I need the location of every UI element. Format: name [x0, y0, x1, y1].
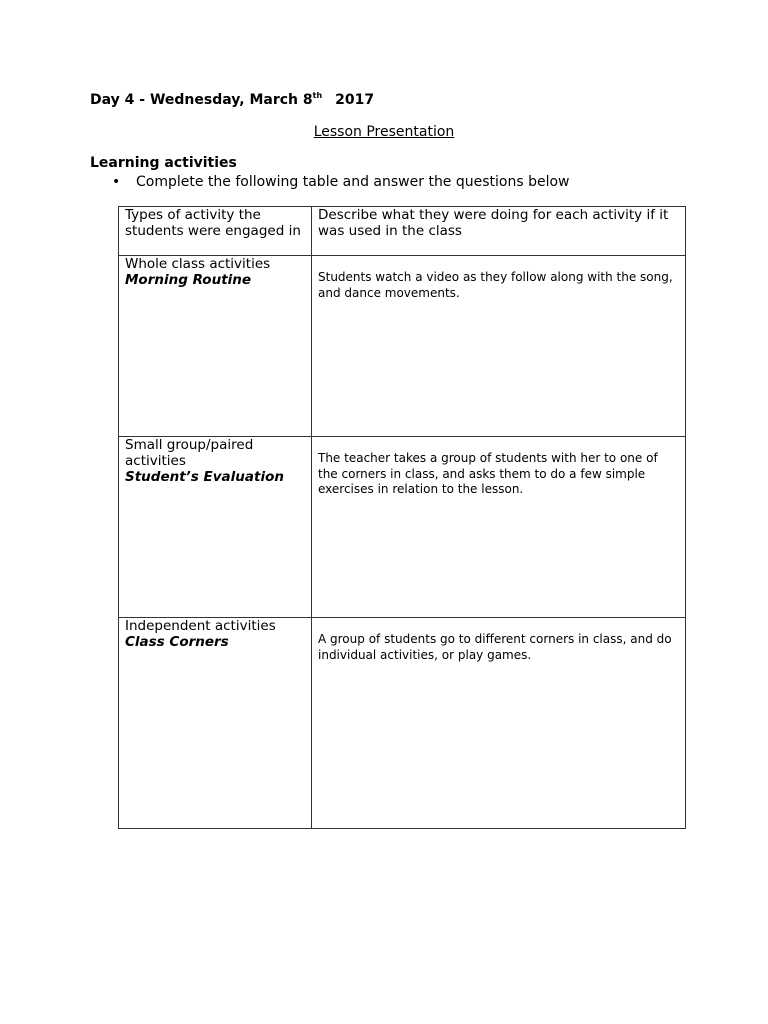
activity-name: Student’s Evaluation: [125, 469, 284, 485]
date-year: 2017: [335, 92, 375, 108]
header-activity-type: Types of activity the students were engaged in: [119, 207, 312, 256]
table-row: [119, 437, 686, 618]
instruction-text: Complete the following table and answer the questions below: [136, 174, 570, 190]
table-row: [119, 256, 686, 437]
activity-category: Small group/paired activities: [125, 437, 254, 469]
activity-name: Class Corners: [125, 634, 229, 650]
header-description: Describe what they were doing for each activity if it was used in the class: [312, 207, 686, 256]
table-header-row: [119, 207, 686, 256]
activity-description-cell: [312, 256, 686, 437]
instruction-bullet: [112, 174, 570, 190]
activity-name: Morning Routine: [125, 272, 252, 288]
activity-category: Independent activities: [125, 618, 276, 634]
activity-description: A group of students go to different corners in class, and do individual activities, or play games.: [318, 632, 672, 662]
activity-type-cell: [119, 618, 312, 829]
activity-description-cell: [312, 618, 686, 829]
date-ordinal-suffix: th: [312, 91, 323, 100]
activity-description: Students watch a video as they follow along with the song, and dance movements.: [318, 270, 673, 300]
date-heading: [90, 91, 374, 108]
activities-table: [118, 206, 686, 829]
activity-category: Whole class activities: [125, 256, 271, 272]
activity-description: The teacher takes a group of students with her to one of the corners in class, and asks them to do a few simple exercises in relation to the lesson.: [318, 451, 658, 496]
bullet-icon: •: [112, 174, 121, 190]
table-row: [119, 618, 686, 829]
activity-description-cell: [312, 437, 686, 618]
page-title: Lesson Presentation: [313, 124, 455, 140]
activity-type-cell: [119, 256, 312, 437]
date-text: Day 4 - Wednesday, March 8: [90, 92, 313, 108]
activity-type-cell: [119, 437, 312, 618]
section-heading: Learning activities: [90, 155, 237, 171]
